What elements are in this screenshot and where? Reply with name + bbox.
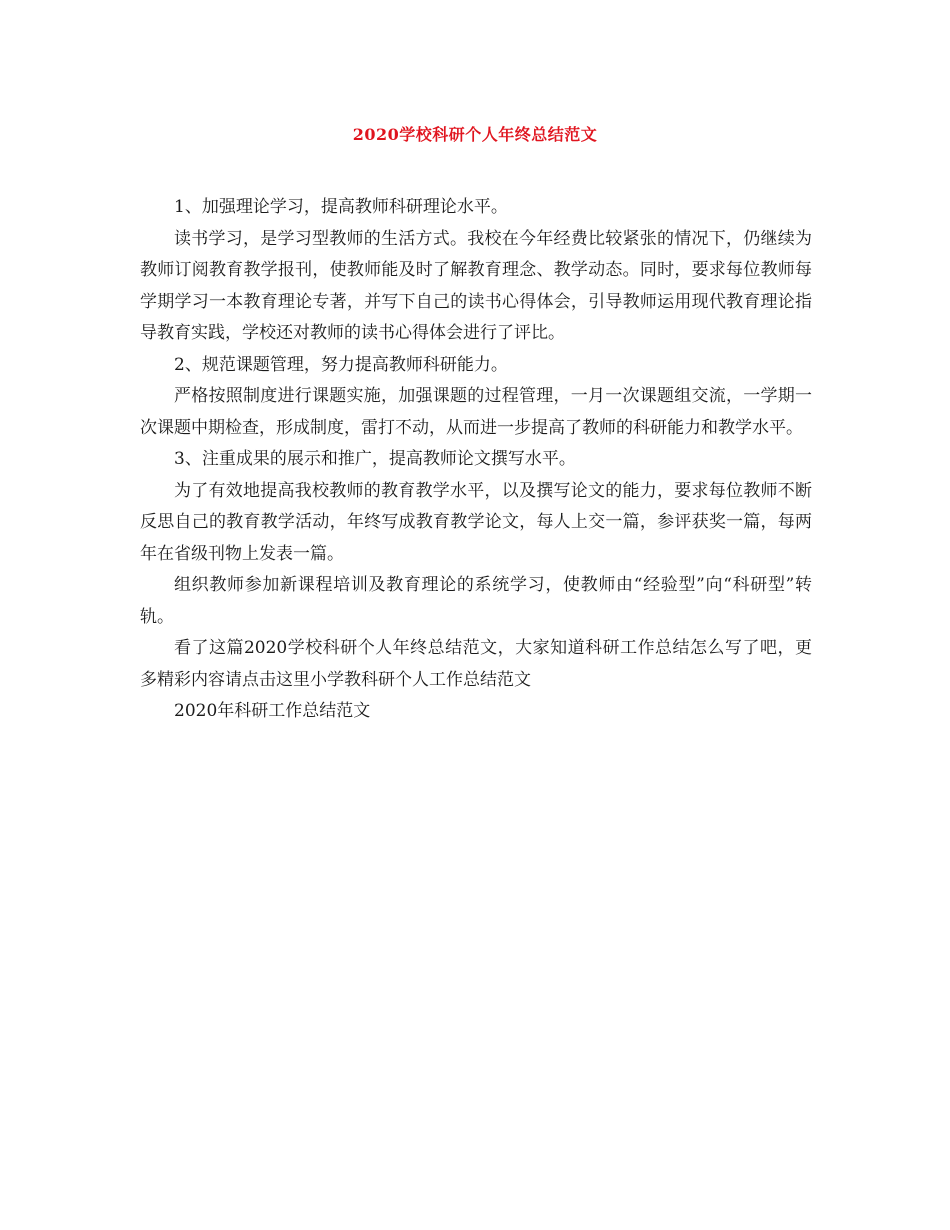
related-article-link[interactable]: 2020年科研工作总结范文 xyxy=(174,701,371,721)
section-heading-2: 2、规范课题管理，努力提高教师科研能力。 xyxy=(174,354,508,375)
document-body xyxy=(140,192,812,728)
body-paragraph-papers: 为了有效地提高我校教师的教育教学水平，以及撰写论文的能力，要求每位教师不断反思自己的教育教学活动，年终写成教育教学论文，每人上交一篇，参评获奖一篇，每两年在省级刊物上发表一篇。 xyxy=(140,480,812,564)
section-heading-1: 1、加强理论学习，提高教师科研理论水平。 xyxy=(174,197,508,217)
body-paragraph-research: 严格按照制度进行课题实施，加强课题的过程管理，一月一次课题组交流，一学期一次课题中期检查，形成制度，雷打不动，从而进一步提高了教师的科研能力和教学水平。 xyxy=(140,386,812,438)
document-title: 2020学校科研个人年终总结范文 xyxy=(352,125,598,144)
body-paragraph-closing: 看了这篇2020学校科研个人年终总结范文，大家知道科研工作总结怎么写了吧，更多精彩内容请点击这里小学教科研个人工作总结范文 xyxy=(140,638,812,690)
section-heading-3: 3、注重成果的展示和推广，提高教师论文撰写水平。 xyxy=(174,449,576,469)
body-paragraph-reading: 读书学习，是学习型教师的生活方式。我校在今年经费比较紧张的情况下，仍继续为教师订阅教育教学报刊，使教师能及时了解教育理念、教学动态。同时，要求每位教师每学期学习一本教育理论专著，并写下自己的读书心得体会，引导教师运用现代教育理论指导教育实践，学校还对教师的读书心得体会进行了评比。 xyxy=(140,228,812,343)
body-paragraph-training: 组织教师参加新课程培训及教育理论的系统学习，使教师由“经验型”向“科研型”转轨。 xyxy=(140,575,812,627)
